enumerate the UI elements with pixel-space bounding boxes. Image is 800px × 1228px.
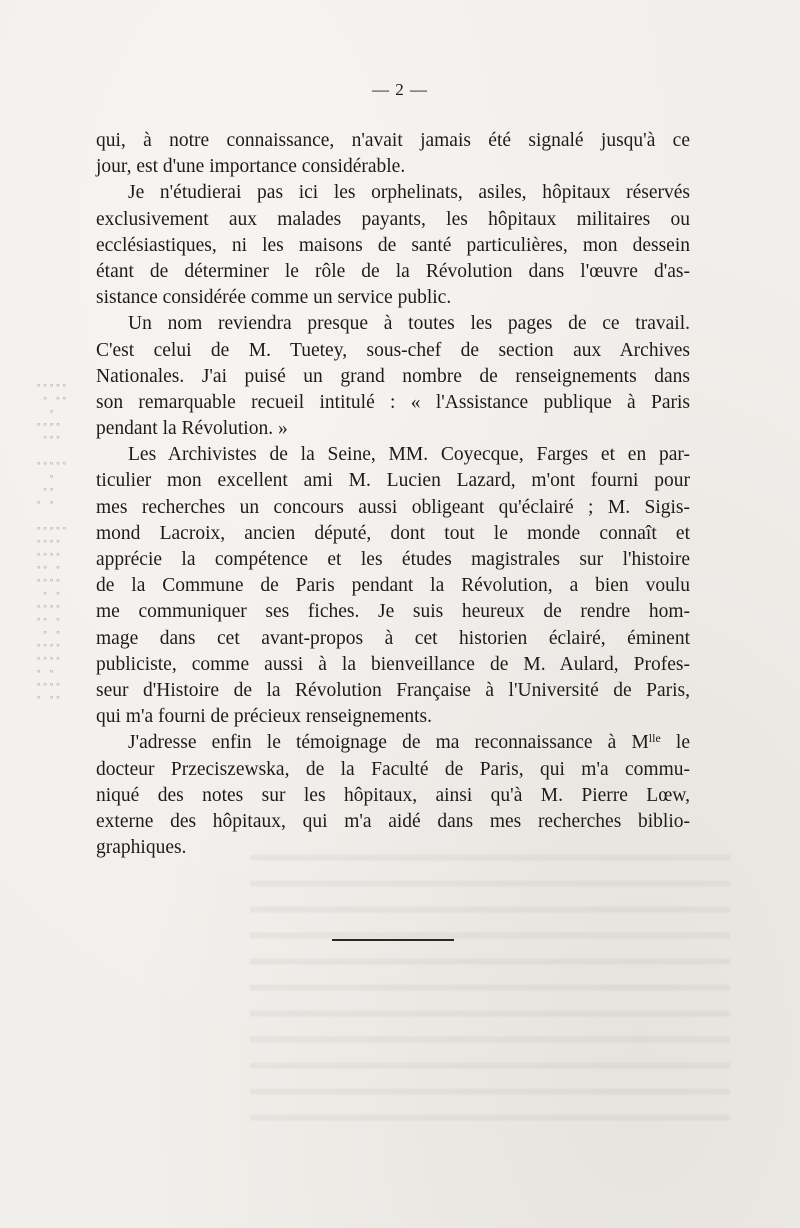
text-line: graphiques. — [96, 837, 187, 859]
text-line: mond Lacroix, ancien député, dont tout le monde connaît et — [96, 522, 690, 544]
text-line: exclusivement aux malades payants, les hôpitaux militaires ou — [96, 208, 690, 230]
text-line: C'est celui de M. Tuetey, sous-chef de section aux Archives — [96, 339, 690, 361]
text-line: mes recherches un concours aussi obligeant qu'éclairé ; M. Sigis- — [96, 496, 690, 518]
text-line: de la Commune de Paris pendant la Révolution, a bien voulu — [96, 575, 690, 597]
text-line: publiciste, comme aussi à la bienveillance de M. Aulard, Profes- — [96, 653, 690, 675]
text-fragment: J'adresse enfin le témoignage de ma reconnaissance à M — [128, 732, 649, 754]
text-line: ecclésiastiques, ni les maisons de santé particulières, mon dessein — [96, 234, 690, 256]
text-line: qui, à notre connaissance, n'avait jamais été signalé jusqu'à ce — [96, 130, 690, 151]
text-line: étant de déterminer le rôle de la Révolution dans l'œuvre d'as- — [96, 260, 690, 282]
paragraph — [96, 311, 690, 442]
text-line — [96, 730, 690, 756]
text-line: apprécie la compétence et les études magistrales sur l'histoire — [96, 549, 690, 570]
text-line: sistance considérée comme un service public. — [96, 287, 452, 309]
margin-bleed-marks: ∘∘∘∘∘ ∘ ∘∘ ∘ ∘∘∘∘ ∘∘∘ ∘∘∘∘∘ ∘ ∘∘ ∘ ∘ ∘∘∘∘∘ ∘∘∘∘ ∘∘∘∘ ∘∘ ∘ ∘∘∘∘ ∘ ∘ ∘∘∘∘ ∘∘ ∘ ∘ ∘ ∘∘∘∘ ∘∘∘∘ ∘ ∘ ∘∘∘∘ ∘ ∘∘ — [36, 381, 69, 703]
text-line: ticulier mon excellent ami M. Lucien Lazard, m'ont fourni pour — [96, 470, 690, 492]
section-end-rule — [332, 939, 454, 941]
paragraph — [96, 180, 690, 311]
text-line: pendant la Révolution. » — [96, 418, 288, 440]
superscript-abbreviation: lle — [648, 731, 661, 746]
text-line: Les Archivistes de la Seine, MM. Coyecque, Farges et en par- — [128, 444, 690, 466]
text-line: Nationales. J'ai puisé un grand nombre de renseignements dans — [96, 365, 690, 387]
text-line: Je n'étudierai pas ici les orphelinats, asiles, hôpitaux réservés — [128, 182, 690, 204]
page-number: — 2 — — [372, 80, 428, 99]
text-fragment: le — [660, 732, 690, 754]
text-line: docteur Przeciszewska, de la Faculté de Paris, qui m'a commu- — [96, 758, 690, 780]
paragraph — [96, 730, 690, 861]
text-line: niqué des notes sur les hôpitaux, ainsi qu'à M. Pierre Lœw, — [96, 784, 690, 806]
text-line: jour, est d'une importance considérable. — [96, 156, 406, 178]
text-line: externe des hôpitaux, qui m'a aidé dans mes recherches biblio- — [96, 810, 690, 832]
text-line: me communiquer ses fiches. Je suis heureux de rendre hom- — [96, 601, 690, 623]
text-line: seur d'Histoire de la Révolution Française à l'Université de Paris, — [96, 679, 690, 701]
text-line: son remarquable recueil intitulé : « l'Assistance publique à Paris — [96, 391, 690, 413]
text-line: Un nom reviendra presque à toutes les pages de ce travail. — [128, 313, 690, 335]
paragraph — [96, 442, 690, 730]
paragraph — [96, 128, 690, 180]
text-line: mage dans cet avant-propos à cet historien éclairé, éminent — [96, 627, 690, 649]
text-line: qui m'a fourni de précieux renseignements. — [96, 706, 432, 728]
body-text — [96, 128, 690, 861]
show-through-texture — [250, 840, 730, 1140]
